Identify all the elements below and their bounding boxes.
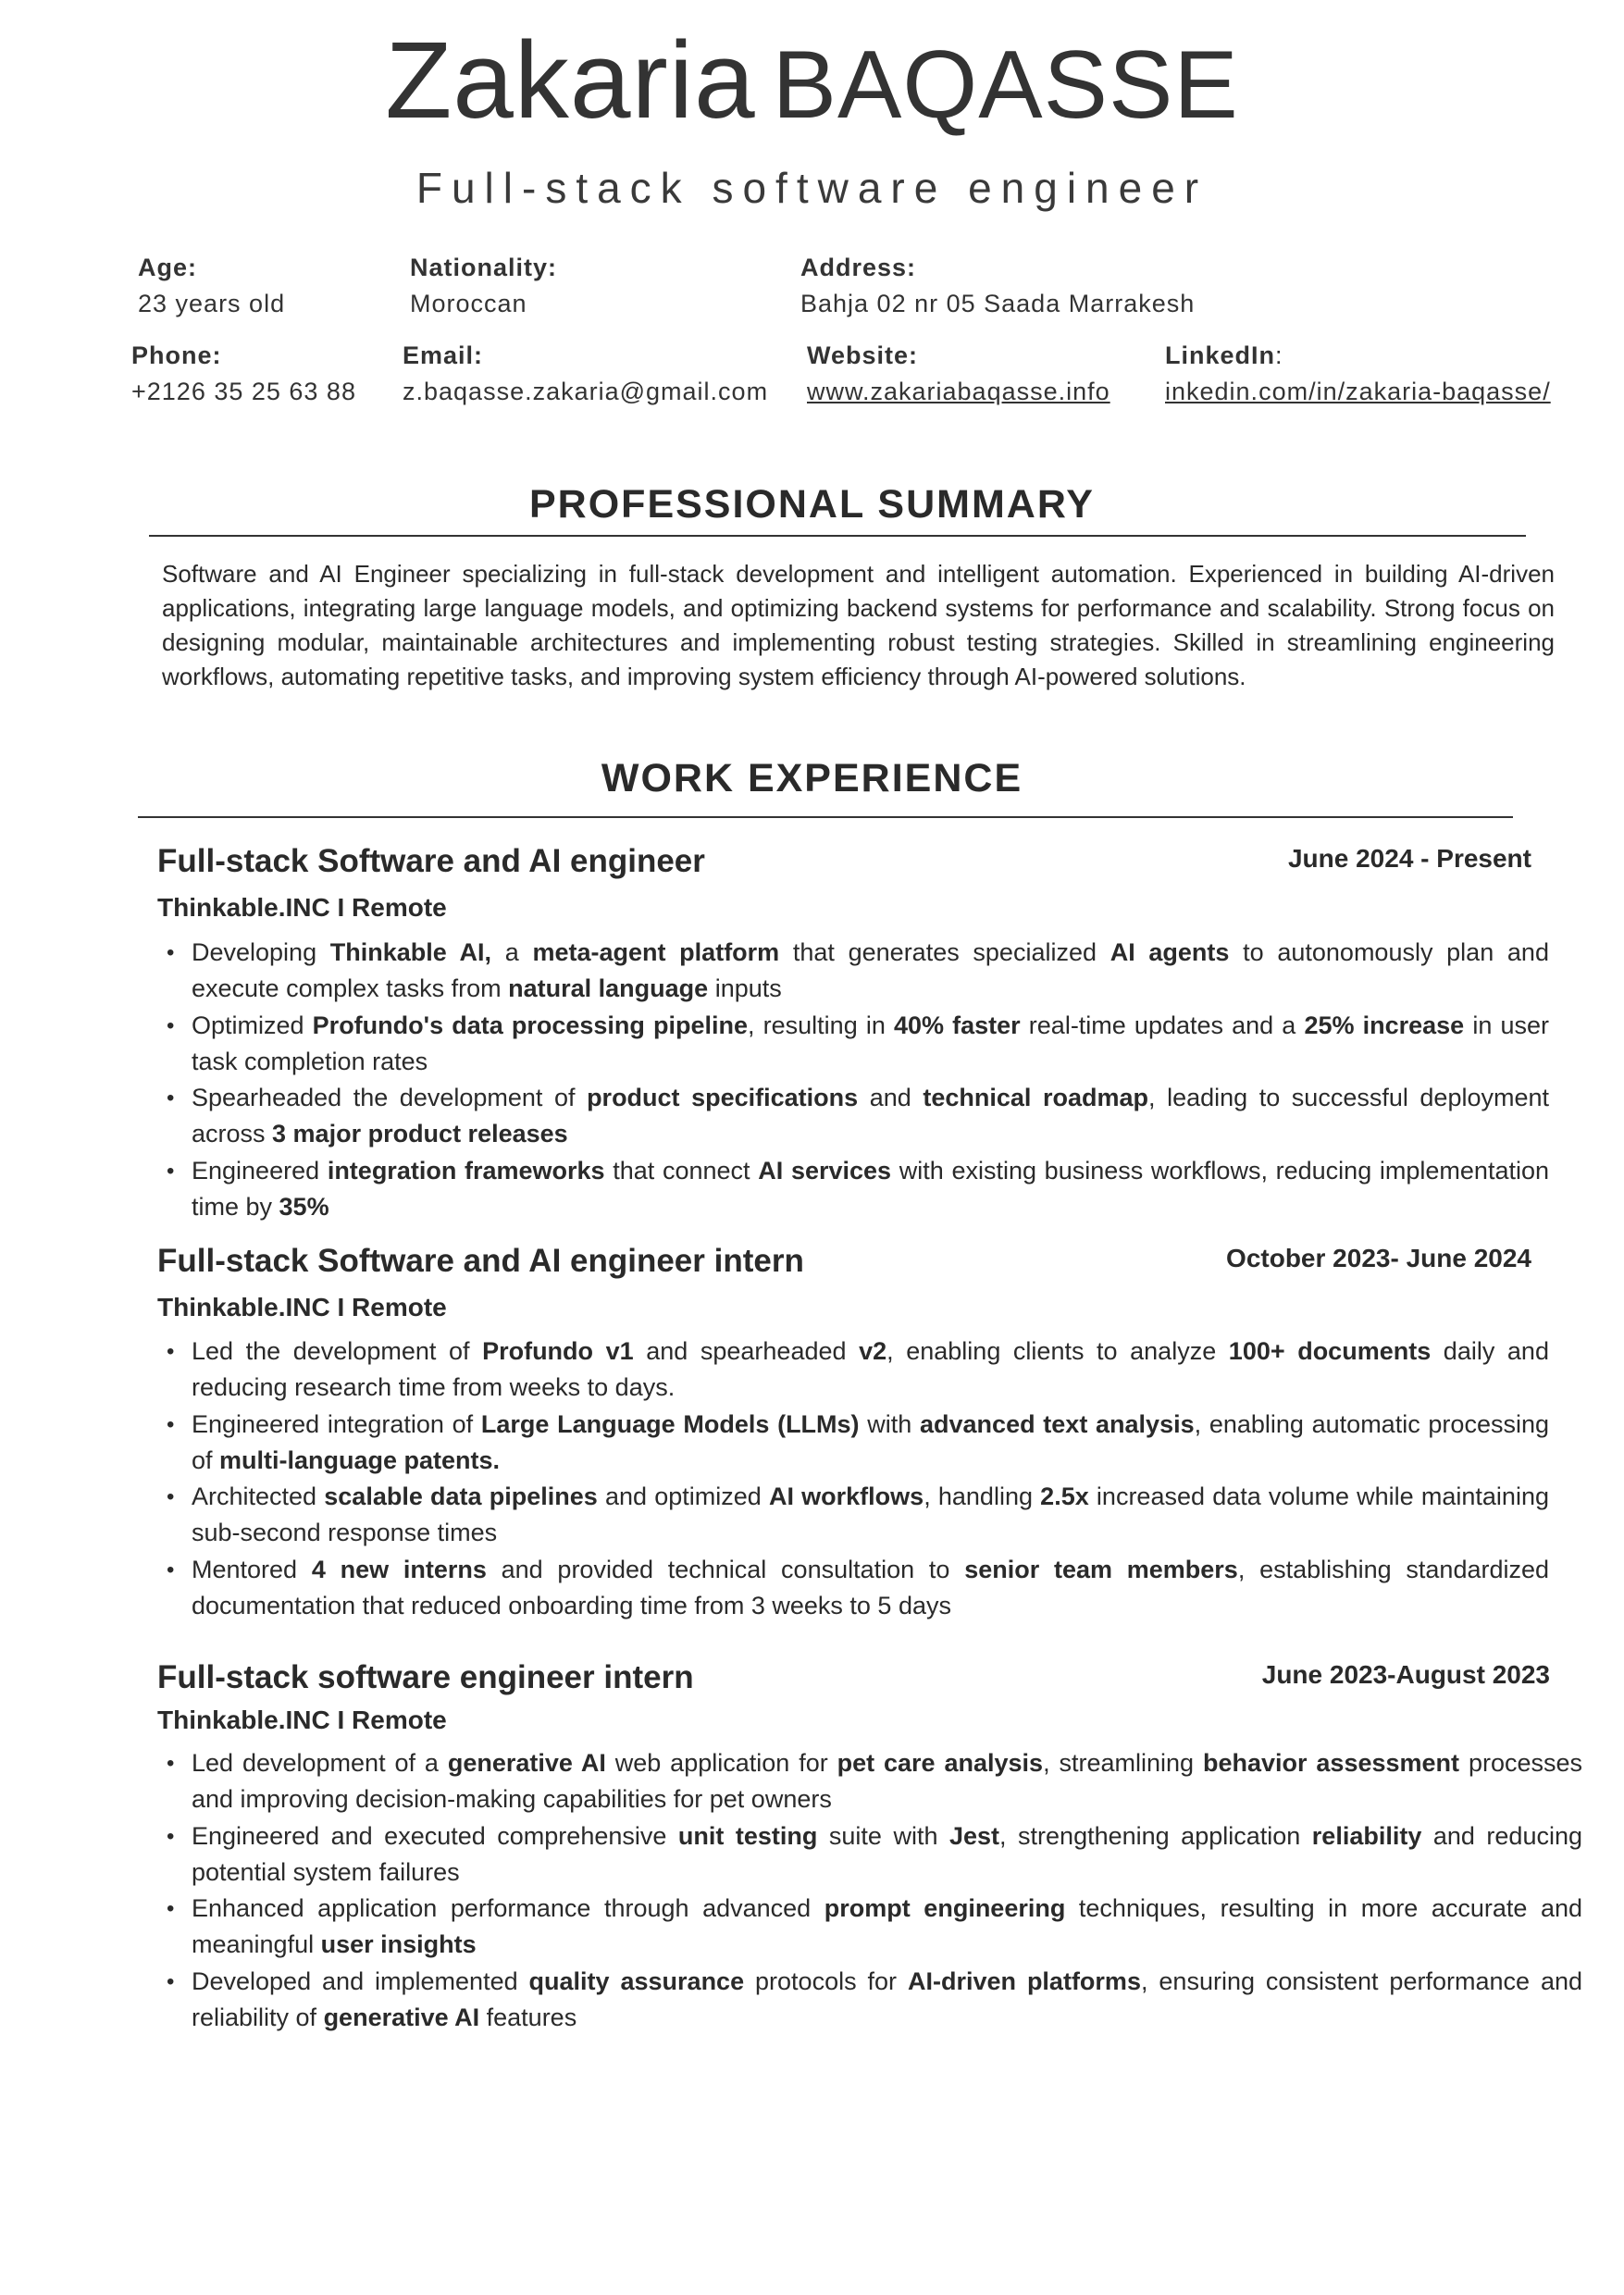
bullet-emphasis: generative AI — [323, 2003, 480, 2032]
bullet-text: techniques, resulting in more accurate and meaningful — [192, 1894, 1583, 1959]
bullet-text: web application for — [605, 1749, 837, 1777]
address-value: Bahja 02 nr 05 Saada Marrakesh — [800, 290, 1196, 317]
last-name: BAQASSE — [772, 31, 1239, 139]
job-bullet — [157, 1964, 1582, 2037]
bullet-emphasis: prompt engineering — [824, 1894, 1066, 1923]
first-name: Zakaria — [385, 19, 756, 142]
email-label: Email: — [403, 341, 484, 369]
bullet-text: , strengthening application — [999, 1821, 1312, 1850]
bullet-text: , streamlining — [1043, 1749, 1203, 1777]
bullet-emphasis: 40% faster — [893, 1011, 1021, 1039]
website-label: Website: — [807, 341, 919, 369]
job-bullet — [157, 1745, 1582, 1818]
bullet-text: to autonomously plan and execute complex tasks from — [192, 938, 1549, 1003]
bullet-emphasis: natural language — [508, 974, 709, 1003]
bullet-text: Led the development of — [192, 1337, 483, 1365]
bullet-text: inputs — [708, 974, 782, 1003]
bullet-text: and spearheaded — [633, 1337, 860, 1365]
bullet-text: , handling — [924, 1482, 1041, 1511]
bullet-text: protocols for — [744, 1966, 908, 1995]
linkedin-label-text: LinkedIn — [1165, 341, 1276, 369]
website-link[interactable]: www.zakariabaqasse.info — [807, 378, 1110, 405]
job-company-2: Thinkable.INC I Remote — [157, 1293, 447, 1321]
bullet-text: in user task completion rates — [192, 1011, 1549, 1075]
summary-divider — [149, 535, 1526, 537]
summary-text: Software and AI Engineer specializing in full-stack development and intelligent automation. Experienced in building AI-driven applications, integrating large language models, and optimizing backend systems for performance and scalability. Strong focus on designing modular, maintainable architectures and implementing robust testing strategies. Skilled in streamlining engineering workflows, automating repetitive tasks, and improving system efficiency through AI-powered solutions. — [162, 560, 1555, 690]
bullet-emphasis: technical roadmap — [923, 1084, 1149, 1112]
bullet-text: , resulting in — [748, 1011, 894, 1039]
bullet-emphasis: 100+ documents — [1228, 1337, 1432, 1365]
bullet-text: with existing business workflows, reducing implementation time by — [192, 1156, 1549, 1222]
job-bullet — [157, 1552, 1549, 1625]
bullet-emphasis: user insights — [320, 1930, 477, 1959]
bullet-emphasis: unit testing — [677, 1821, 818, 1850]
bullet-emphasis: 4 new interns — [311, 1555, 487, 1583]
bullet-emphasis: multi-language patents. — [219, 1445, 501, 1474]
bullet-text: that connect — [604, 1156, 759, 1185]
bullet-text: , enabling automatic processing of — [192, 1409, 1549, 1474]
bullet-text: with — [859, 1409, 921, 1438]
bullet-text: Engineered integration of — [192, 1409, 481, 1438]
bullet-emphasis: 25% increase — [1304, 1011, 1465, 1039]
age-label: Age: — [138, 254, 197, 281]
bullet-emphasis: behavior assessment — [1202, 1749, 1460, 1777]
job-bullets-1 — [157, 935, 1549, 1225]
bullet-text: , establishing standardized documentation that reduced onboarding time from 3 weeks to 5 days — [192, 1555, 1550, 1620]
bullet-text: increased data volume while maintaining sub-second response times — [192, 1482, 1549, 1547]
bullet-emphasis: AI agents — [1110, 938, 1230, 966]
bullet-emphasis: reliability — [1311, 1821, 1422, 1850]
email-value: z.baqasse.zakaria@gmail.com — [403, 378, 769, 405]
bullet-emphasis: pet care analysis — [837, 1749, 1044, 1777]
bullet-emphasis: Profundo's data processing pipeline — [312, 1011, 749, 1039]
bullet-emphasis: generative AI — [447, 1749, 606, 1777]
phone-value: +2126 35 25 63 88 — [131, 378, 356, 405]
job-bullet — [157, 1080, 1549, 1153]
job-dates-1: June 2024 - Present — [1287, 844, 1531, 873]
bullet-emphasis: integration frameworks — [327, 1156, 605, 1185]
bullet-text: and — [858, 1084, 924, 1112]
bullet-emphasis: AI services — [758, 1156, 892, 1185]
job-dates-3: June 2023-August 2023 — [1261, 1660, 1550, 1689]
linkedin-link[interactable]: inkedin.com/in/zakaria-baqasse/ — [1165, 378, 1551, 405]
bullet-text: Spearheaded the development of — [192, 1084, 588, 1112]
job-title-2: Full-stack Software and AI engineer intern — [157, 1243, 804, 1279]
job-bullet — [157, 1334, 1549, 1407]
bullet-text: Led development of a — [192, 1749, 448, 1777]
address-label: Address: — [800, 254, 917, 281]
bullet-text: Architected — [192, 1482, 325, 1511]
bullet-text: , enabling clients to analyze — [886, 1337, 1229, 1365]
job-bullet — [157, 935, 1549, 1008]
job-bullet — [157, 1008, 1549, 1081]
bullet-emphasis: AI-driven platforms — [907, 1966, 1141, 1995]
bullet-text: real-time updates and a — [1020, 1011, 1305, 1039]
bullet-emphasis: Profundo v1 — [482, 1337, 634, 1365]
bullet-emphasis: Thinkable AI, — [329, 938, 492, 966]
bullet-emphasis: scalable data pipelines — [324, 1482, 598, 1511]
bullet-emphasis: Large Language Models (LLMs) — [480, 1409, 860, 1438]
bullet-text: and provided technical consultation to — [486, 1555, 965, 1583]
nationality-value: Moroccan — [410, 290, 527, 317]
bullet-text: a — [491, 938, 533, 966]
age-value: 23 years old — [138, 290, 286, 317]
bullet-text: processes and improving decision-making capabilities for pet owners — [192, 1749, 1582, 1814]
bullet-emphasis: Jest — [948, 1821, 1000, 1850]
phone-label: Phone: — [131, 341, 222, 369]
job-bullets-2 — [157, 1334, 1549, 1624]
bullet-text: , leading to successful deployment across — [192, 1084, 1549, 1148]
job-bullets-3 — [157, 1745, 1582, 2036]
bullet-text: Engineered — [192, 1156, 328, 1185]
bullet-text: Optimized — [192, 1011, 313, 1039]
linkedin-colon: : — [1275, 341, 1283, 369]
job-bullet — [157, 1407, 1549, 1480]
job-title-headline: Full-stack software engineer — [415, 164, 1209, 212]
bullet-emphasis: v2 — [859, 1337, 887, 1365]
bullet-emphasis: AI workflows — [768, 1482, 924, 1511]
job-title-3: Full-stack software engineer intern — [157, 1659, 694, 1695]
experience-divider — [138, 816, 1513, 818]
job-title-1: Full-stack Software and AI engineer — [157, 843, 705, 879]
summary-heading: PROFESSIONAL SUMMARY — [529, 482, 1095, 527]
job-company-3: Thinkable.INC I Remote — [157, 1706, 447, 1734]
linkedin-label — [1165, 341, 1283, 370]
nationality-label: Nationality: — [410, 254, 558, 281]
bullet-emphasis: advanced text analysis — [920, 1409, 1195, 1438]
bullet-text: Mentored — [192, 1555, 312, 1583]
experience-heading: WORK EXPERIENCE — [601, 756, 1023, 800]
bullet-emphasis: senior team members — [964, 1555, 1238, 1583]
bullet-text: , ensuring consistent performance and reliability of — [192, 1966, 1582, 2032]
bullet-emphasis: 2.5x — [1040, 1482, 1089, 1511]
bullet-text: features — [479, 2003, 577, 2032]
bullet-emphasis: product specifications — [587, 1084, 859, 1112]
bullet-text: Engineered and executed comprehensive — [192, 1821, 678, 1850]
bullet-text: Developing — [192, 938, 330, 966]
job-bullet — [157, 1891, 1582, 1964]
job-bullet — [157, 1818, 1582, 1892]
job-bullet — [157, 1479, 1549, 1552]
bullet-text: suite with — [817, 1821, 949, 1850]
bullet-emphasis: meta-agent platform — [532, 938, 780, 966]
bullet-text: and optimized — [597, 1482, 769, 1511]
bullet-emphasis: 35% — [279, 1193, 329, 1222]
bullet-text: Developed and implemented — [192, 1966, 529, 1995]
bullet-text: that generates specialized — [779, 938, 1110, 966]
job-bullet — [157, 1153, 1549, 1226]
bullet-text: daily and reducing research time from weeks to days. — [192, 1337, 1549, 1402]
bullet-text: and reducing potential system failures — [192, 1821, 1582, 1886]
job-dates-2: October 2023- June 2024 — [1226, 1244, 1531, 1272]
bullet-text: Enhanced application performance through advanced — [192, 1894, 824, 1923]
bullet-emphasis: quality assurance — [528, 1966, 745, 1995]
candidate-name — [0, 19, 1624, 142]
job-company-1: Thinkable.INC I Remote — [157, 893, 447, 922]
bullet-emphasis: 3 major product releases — [272, 1120, 568, 1148]
